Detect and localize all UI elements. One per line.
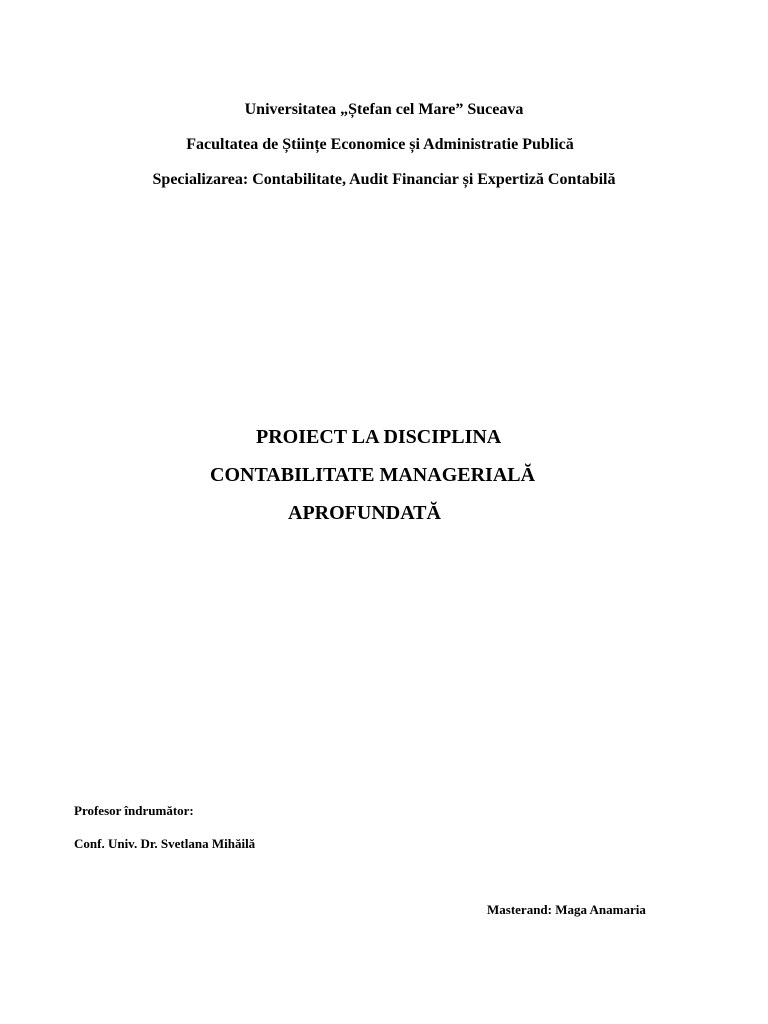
project-title-line-3: APROFUNDATĂ [288,502,441,524]
student-name: Masterand: Maga Anamaria [487,902,646,917]
specialization: Specializarea: Contabilitate, Audit Financiar și Expertiză Contabilă [152,171,616,188]
faculty-name: Facultatea de Științe Economice și Administratie Publică [186,136,574,153]
university-name: Universitatea „Ștefan cel Mare” Suceava [244,101,524,118]
project-title-line-2: CONTABILITATE MANAGERIALĂ [210,464,536,486]
supervisor-label: Profesor îndrumător: [74,803,194,818]
supervisor-name: Conf. Univ. Dr. Svetlana Mihăilă [74,836,256,851]
project-title-line-1: PROIECT LA DISCIPLINA [256,426,502,448]
